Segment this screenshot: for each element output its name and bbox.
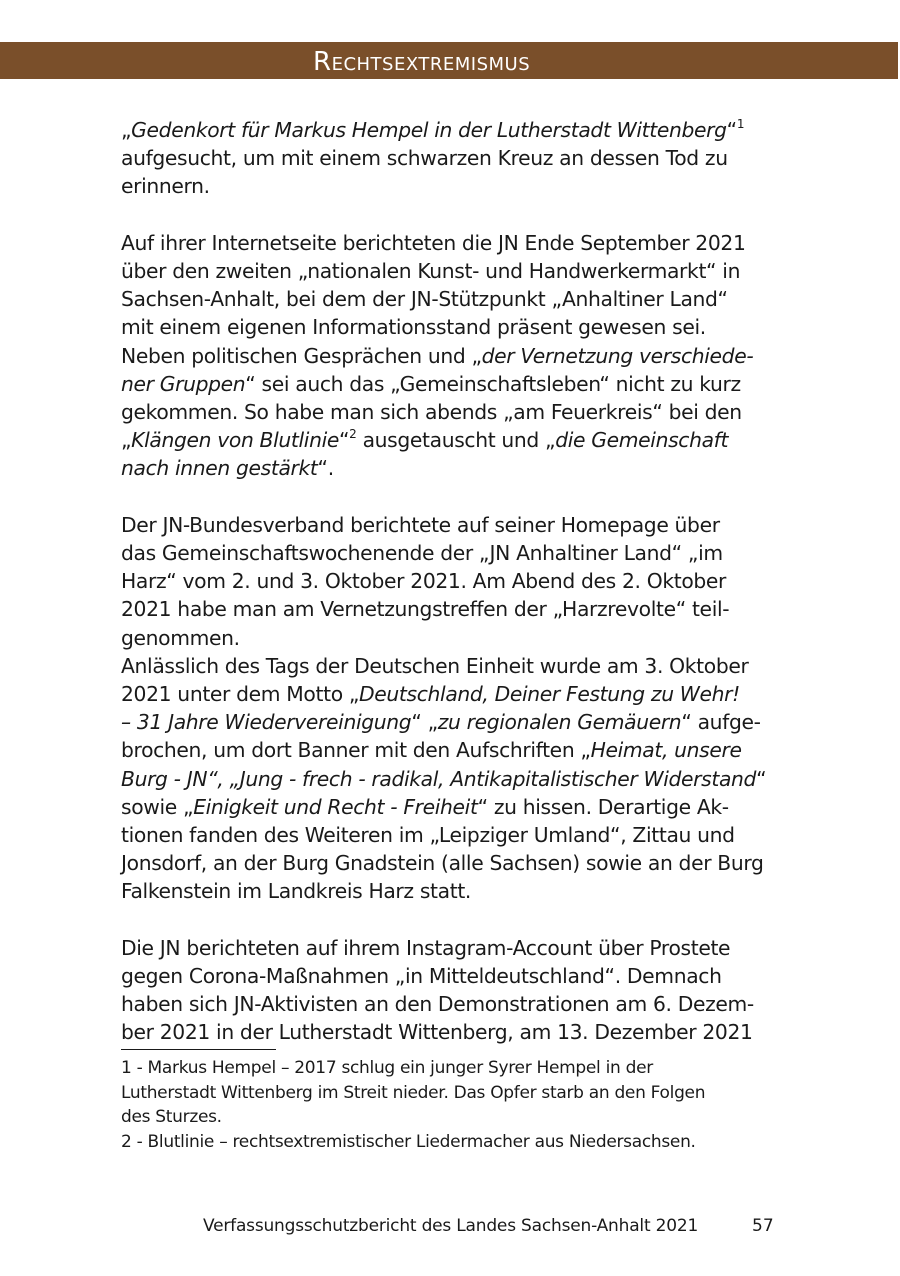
section-title: Rechtsextremismus	[313, 47, 531, 77]
text-run: „	[121, 118, 132, 142]
footnote-line: des Sturzes.	[121, 1107, 222, 1128]
text-line	[121, 567, 781, 595]
text-run: Anlässlich des Tags der Deutschen Einheit wurde am 3. Oktober	[121, 653, 749, 678]
text-run: Neben politischen Gesprächen und „	[121, 343, 482, 368]
text-line	[121, 849, 781, 877]
text-run: erinnern.	[121, 174, 210, 199]
text-line	[121, 877, 781, 905]
text-run: Die JN berichteten auf ihrem Instagram-Account über Prostete	[121, 935, 731, 960]
footnote-2	[121, 1130, 791, 1155]
text-run: mit einem eigenen Informationsstand präsent gewesen sei.	[121, 315, 706, 340]
text-line	[121, 990, 781, 1018]
text-run: “ zu hissen. Derartige Ak-	[477, 794, 729, 819]
text-line	[121, 398, 781, 426]
footnote-line: 2 - Blutlinie – rechtsextremistischer Liedermacher aus Niedersachsen.	[121, 1132, 696, 1153]
footnote-divider	[121, 1049, 276, 1050]
paragraph	[121, 934, 781, 1047]
footnote-line: 1 - Markus Hempel – 2017 schlug ein junger Syrer Hempel in der	[121, 1058, 653, 1078]
text-line	[121, 257, 781, 285]
text-line	[121, 172, 781, 200]
text-run: gekommen. So habe man sich abends „am Feuerkreis“ bei den	[121, 400, 742, 425]
quote-italic: die Gemeinschaft	[555, 428, 729, 453]
text-line	[121, 426, 781, 454]
text-line	[121, 454, 781, 482]
quote-italic: – 31 Jahre Wiedervereinigung	[121, 710, 412, 735]
text-line	[121, 962, 781, 990]
text-run: 2021 unter dem Motto „	[121, 682, 360, 707]
paragraph	[121, 116, 781, 201]
body-text	[121, 116, 781, 1047]
text-run: gegen Corona-Maßnahmen „in Mitteldeutschland“. Demnach	[121, 964, 722, 989]
text-run: “	[726, 118, 737, 142]
text-run: Falkenstein im Landkreis Harz statt.	[121, 879, 472, 904]
quote-italic: Burg - JN“, „Jung - frech - radikal, Antikapitalistischer Widerstand	[121, 766, 757, 791]
text-line	[121, 821, 781, 849]
paragraph-gap	[121, 483, 781, 511]
quote-italic: Klängen von Blutlinie	[131, 428, 339, 453]
text-run: “	[756, 766, 767, 791]
text-line	[121, 736, 781, 764]
text-run: Auf ihrer Internetseite berichteten die JN Ende September 2021	[121, 230, 746, 255]
text-line	[121, 313, 781, 341]
text-line	[121, 595, 781, 623]
quote-italic: Einigkeit und Recht - Freiheit	[193, 794, 478, 819]
text-run: genommen.	[121, 625, 240, 650]
text-run: über den zweiten „nationalen Kunst- und Handwerkermarkt“ in	[121, 259, 741, 283]
paragraph-gap	[121, 906, 781, 934]
quote-italic: Heimat, unsere	[590, 738, 742, 763]
text-run: brochen, um dort Banner mit den Aufschriften „	[121, 738, 591, 763]
footer-publication: Verfassungsschutzbericht des Landes Sachsen-Anhalt 2021	[203, 1216, 699, 1236]
text-run: Jonsdorf, an der Burg Gnadstein (alle Sachsen) sowie an der Burg	[121, 851, 764, 876]
paragraph	[121, 511, 781, 906]
page-number: 57	[752, 1216, 774, 1236]
text-line	[121, 624, 781, 652]
text-line	[121, 342, 781, 370]
text-line	[121, 793, 781, 821]
text-line	[121, 511, 781, 539]
footnotes	[121, 1056, 791, 1155]
text-run: 2021 habe man am Vernetzungstreffen der „Harzrevolte“ teil-	[121, 597, 730, 622]
text-run: haben sich JN-Aktivisten an den Demonstrationen am 6. Dezem-	[121, 992, 754, 1017]
text-line	[121, 229, 781, 257]
text-run: „	[121, 428, 132, 453]
text-run: Der JN-Bundesverband berichtete auf seiner Homepage über	[121, 512, 720, 537]
text-line	[121, 116, 781, 144]
paragraph	[121, 229, 781, 483]
text-line	[121, 934, 781, 962]
text-run: sowie „	[121, 794, 194, 819]
text-line	[121, 144, 781, 172]
text-run: “ „	[411, 710, 438, 735]
text-line	[121, 652, 781, 680]
text-run: Harz“ vom 2. und 3. Oktober 2021. Am Abend des 2. Oktober	[121, 569, 727, 594]
text-line	[121, 1018, 781, 1046]
text-run: “.	[317, 456, 334, 481]
text-run: ber 2021 in der Lutherstadt Wittenberg, am 13. Dezember 2021	[121, 1020, 753, 1045]
text-line	[121, 285, 781, 313]
text-run: Sachsen-Anhalt, bei dem der JN-Stützpunkt „Anhaltiner Land“	[121, 287, 728, 312]
quote-italic: zu regionalen Gemäuern	[437, 710, 682, 735]
quote-italic: Deutschland, Deiner Festung zu Wehr!	[359, 682, 740, 707]
footnote-line: Lutherstadt Wittenberg im Streit nieder. Das Opfer starb an den Folgen	[121, 1082, 706, 1103]
text-run: “ aufge-	[681, 710, 761, 735]
text-run: “	[339, 428, 350, 453]
text-run: aufgesucht, um mit einem schwarzen Kreuz an dessen Tod zu	[121, 146, 728, 171]
text-run: das Gemeinschaftswochenende der „JN Anhaltiner Land“ „im	[121, 541, 723, 566]
text-line	[121, 539, 781, 567]
quote-italic: nach innen gestärkt	[121, 456, 318, 481]
quote-italic: Gedenkort für Markus Hempel in der Lutherstadt Wittenberg	[131, 118, 727, 142]
text-line	[121, 680, 781, 708]
footnote-1	[121, 1056, 791, 1130]
text-run: ausgetauscht und „	[356, 428, 556, 453]
quote-italic: ner Gruppen	[121, 371, 246, 396]
footnote-ref: 1	[736, 117, 745, 131]
text-line	[121, 370, 781, 398]
text-line	[121, 708, 781, 736]
quote-italic: der Vernetzung verschiede-	[481, 343, 754, 368]
paragraph-gap	[121, 201, 781, 229]
footnote-ref: 2	[349, 427, 357, 442]
text-line	[121, 765, 781, 793]
text-run: “ sei auch das „Gemeinschaftsleben“ nicht zu kurz	[245, 371, 741, 396]
text-run: tionen fanden des Weiteren im „Leipziger Umland“, Zittau und	[121, 823, 735, 848]
